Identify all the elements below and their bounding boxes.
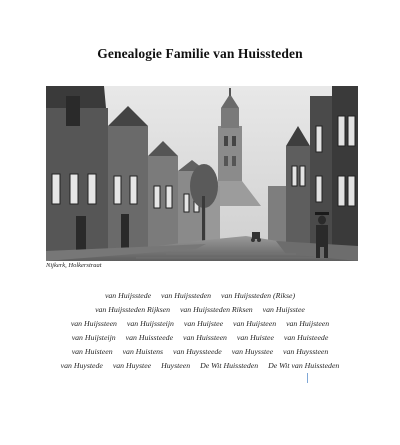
name-variant: van Huijsteen xyxy=(286,319,330,328)
name-variant: van Huissteen xyxy=(183,333,227,342)
name-variant: van Huysstee xyxy=(231,347,274,356)
name-variant: van Huystede xyxy=(60,361,103,370)
names-line-2 xyxy=(0,303,400,317)
name-variant: van Huistens xyxy=(122,347,164,356)
name-variant: van Huistee xyxy=(236,333,274,342)
name-variant: Huysteen xyxy=(161,361,191,370)
names-line-3 xyxy=(0,317,400,331)
name-variant: van Huijsteijn xyxy=(71,333,116,342)
names-line-1 xyxy=(0,289,400,303)
name-variant: van Huyssteede xyxy=(173,347,222,356)
photo-caption: Nijkerk, Holkerstraat xyxy=(46,262,102,269)
name-variant: De Wit Huissteden xyxy=(200,361,259,370)
name-variant: van Huijssteden Riksen xyxy=(179,305,253,314)
name-variant: van Huyssteen xyxy=(283,347,329,356)
name-variant: van Huijssteden Rijksen xyxy=(95,305,170,314)
name-variant: van Huijssteijn xyxy=(126,319,174,328)
page-title: Genealogie Familie van Huissteden xyxy=(97,46,303,61)
name-variant: De Wit van Huissteden xyxy=(268,361,340,370)
name-variant: van Huisteen xyxy=(71,347,113,356)
surname-variants-list xyxy=(0,289,400,373)
name-variant: van Huijssteen xyxy=(70,319,117,328)
name-variant: van Huijsstee xyxy=(262,305,305,314)
name-variant: van Huisteede xyxy=(283,333,329,342)
name-variant: van Huijssteden xyxy=(161,291,212,300)
name-variant: van Huystee xyxy=(112,361,152,370)
names-line-4 xyxy=(0,331,400,345)
text-cursor[interactable] xyxy=(307,373,308,383)
name-variant: van Huissteede xyxy=(125,333,174,342)
names-line-6 xyxy=(0,359,400,373)
historic-street-photo xyxy=(46,86,358,261)
name-variant: van Huijssteden (Rikse) xyxy=(221,291,296,300)
names-line-5 xyxy=(0,345,400,359)
name-variant: van Huijsteen xyxy=(233,319,277,328)
name-variant: van Huijstee xyxy=(183,319,224,328)
name-variant: van Huijsstede xyxy=(104,291,152,300)
